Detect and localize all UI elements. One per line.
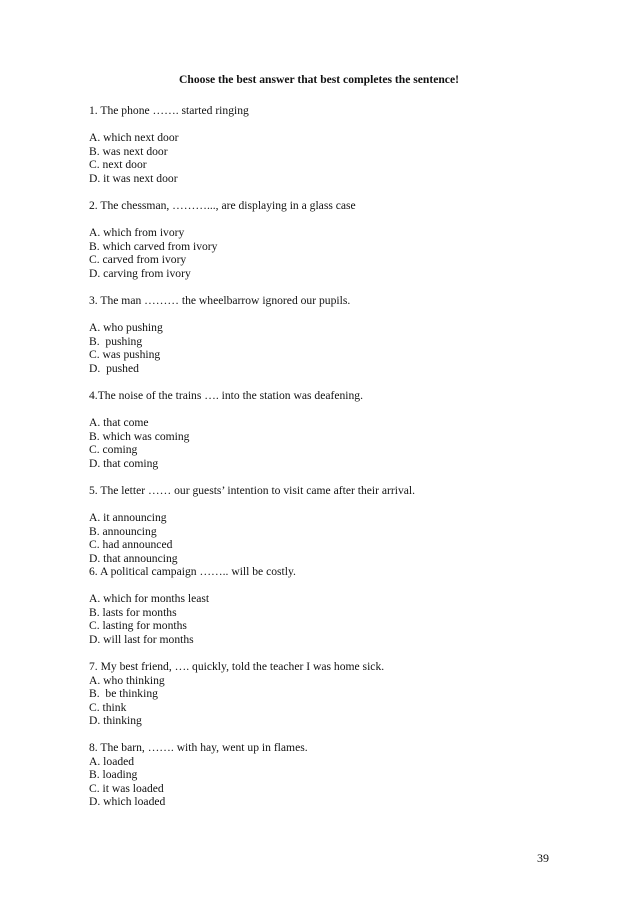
option-c: C. lasting for months [89,619,187,632]
option-a: A. which for months least [89,592,210,605]
option-b: B. was next door [89,144,168,158]
option-c: C. had announced [89,538,173,551]
option-a: A. which next door [89,131,179,144]
option-b: B. be thinking [89,687,158,700]
option-d: D. that announcing [89,551,178,565]
option-a: A. loaded [89,754,135,768]
question-stem: 8. The barn, ……. with hay, went up in flames. [89,741,308,754]
option-d: D. that coming [89,456,159,470]
option-b: B. lasts for months [89,605,177,619]
option-a: A. who thinking [89,673,165,687]
option-b: B. which was coming [89,429,190,443]
question-stem: 5. The letter …… our guests’ intention to visit came after their arrival. [89,484,416,497]
question-5 [89,484,415,565]
option-b: B. pushing [89,334,143,348]
question-3 [89,294,350,375]
option-b: B. loading [89,768,138,781]
option-c: C. it was loaded [89,781,164,795]
option-d: D. which loaded [89,795,166,808]
option-c: C. was pushing [89,348,161,361]
option-a: A. it announcing [89,511,167,524]
question-stem: 7. My best friend, …. quickly, told the teacher I was home sick. [89,660,385,673]
question-8 [89,741,308,809]
option-d: D. it was next door [89,171,178,185]
option-d: D. thinking [89,714,142,727]
question-stem: 4.The noise of the trains …. into the station was deafening. [89,389,363,402]
option-c: C. carved from ivory [89,253,187,266]
question-6 [89,565,296,646]
option-a: A. that come [89,416,149,429]
question-4 [89,389,363,470]
question-stem: 1. The phone ……. started ringing [89,104,249,117]
option-a: A. who pushing [89,321,163,334]
option-a: A. which from ivory [89,226,185,239]
option-b: B. announcing [89,524,157,538]
option-c: C. next door [89,158,147,171]
page-number: 39 [537,851,549,865]
question-stem: 3. The man ……… the wheelbarrow ignored our pupils. [89,294,351,307]
question-7 [89,660,384,728]
page-title: Choose the best answer that best completes the sentence! [179,73,459,86]
question-stem: 2. The chessman, ………..., are displaying in a glass case [89,199,356,212]
option-c: C. think [89,700,127,714]
question-2 [89,199,356,280]
option-d: D. will last for months [89,632,194,646]
option-c: C. coming [89,443,138,456]
option-d: D. carving from ivory [89,266,191,280]
option-b: B. which carved from ivory [89,239,218,253]
question-stem: 6. A political campaign …….. will be costly. [89,565,296,578]
option-d: D. pushed [89,361,139,375]
question-1 [89,104,249,185]
